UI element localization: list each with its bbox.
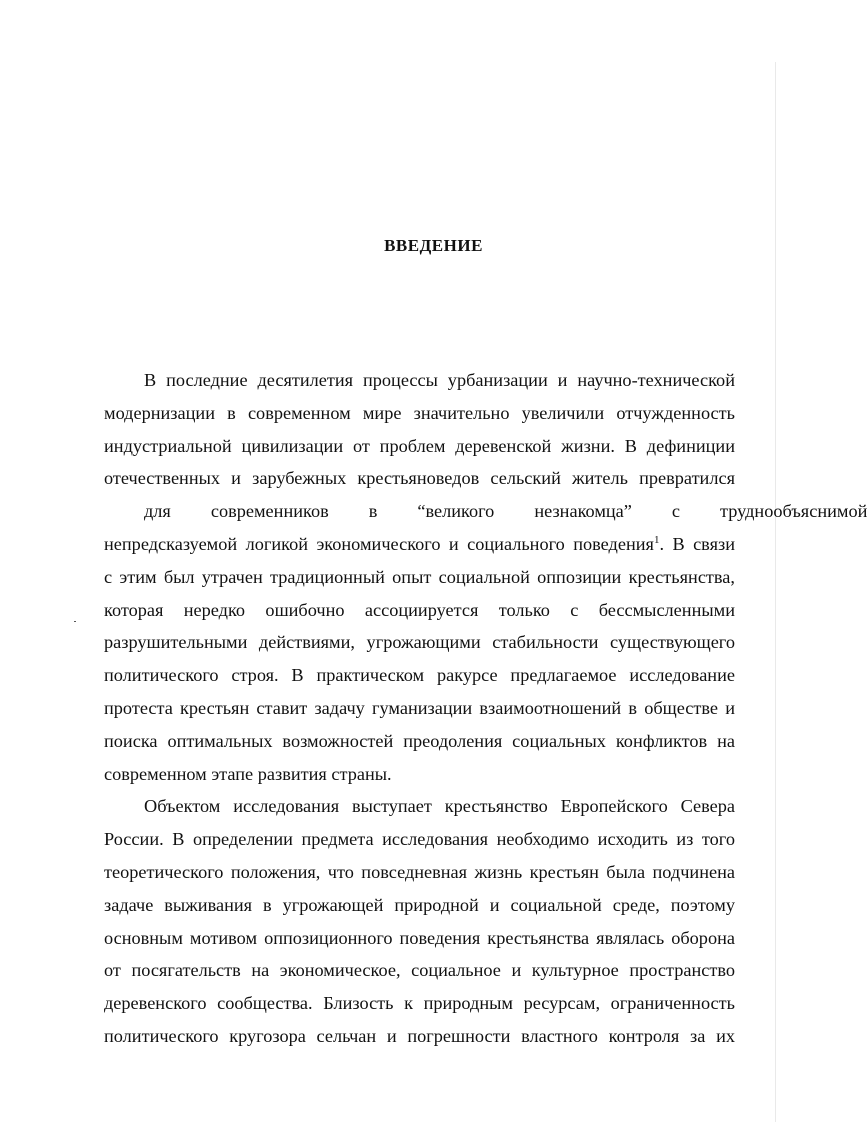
- word: для: [144, 501, 171, 522]
- word: современников: [210, 501, 329, 522]
- text-line: от посягательств на экономическое, социальное и культурное пространство: [104, 960, 735, 981]
- text-line: Объектом исследования выступает крестьянство Европейского Севера: [144, 796, 735, 817]
- word: труднообъяснимой: [720, 501, 867, 522]
- word: незнакомца”: [534, 501, 632, 522]
- text-line: с этим был утрачен традиционный опыт социальной оппозиции крестьянства,: [104, 566, 735, 587]
- text-line: протеста крестьян ставит задачу гуманизации взаимоотношений в обществе и: [104, 697, 735, 718]
- text-line: поиска оптимальных возможностей преодоления социальных конфликтов на: [104, 730, 735, 751]
- text-line: теоретического положения, что повседневная жизнь крестьян была подчинена: [104, 861, 735, 882]
- text-line: В последние десятилетия процессы урбанизации и научно-технической: [144, 370, 735, 390]
- text-line: отечественных и зарубежных крестьяноведов сельский житель превратился: [104, 468, 735, 489]
- word: “великого: [417, 501, 495, 522]
- word: в: [368, 501, 378, 522]
- text-fragment: непредсказуемой логикой экономического и социального поведения: [104, 533, 654, 554]
- text-line: индустриальной цивилизации от проблем деревенской жизни. В дефиниции: [104, 435, 735, 456]
- text-line: деревенского сообщества. Близость к природным ресурсам, ограниченность: [104, 993, 735, 1014]
- text-line-spread: [104, 495, 867, 528]
- paragraph-1: [104, 364, 867, 790]
- text-line: политического кругозора сельчан и погрешности властного контроля за их: [104, 1025, 735, 1046]
- text-line: задаче выживания в угрожающей природной и социальной среде, поэтому: [104, 894, 735, 915]
- text-line: разрушительными действиями, угрожающими стабильности существующего: [104, 632, 735, 653]
- text-line: основным мотивом оппозиционного поведения крестьянства являлась оборона: [104, 927, 735, 948]
- body-text: [104, 364, 867, 1053]
- text-line: политического строя. В практическом ракурсе предлагаемое исследование: [104, 665, 735, 686]
- text-line: России. В определении предмета исследования необходимо исходить из того: [104, 829, 735, 850]
- scan-speck: [74, 621, 76, 622]
- page-title: ВВЕДЕНИЕ: [384, 236, 483, 255]
- paragraph-2: [104, 790, 735, 1052]
- word: с: [671, 501, 681, 522]
- text-line-with-footnote: [104, 528, 735, 561]
- text-line: современном этапе развития страны.: [104, 763, 392, 784]
- text-line: которая нередко ошибочно ассоциируется только с бессмысленными: [104, 599, 735, 620]
- text-line: модернизации в современном мире значительно увеличили отчужденность: [104, 402, 735, 423]
- footnote-reference[interactable]: 1: [653, 533, 660, 546]
- page-edge-shadow: [775, 62, 776, 1122]
- text-fragment: . В связи: [659, 533, 735, 554]
